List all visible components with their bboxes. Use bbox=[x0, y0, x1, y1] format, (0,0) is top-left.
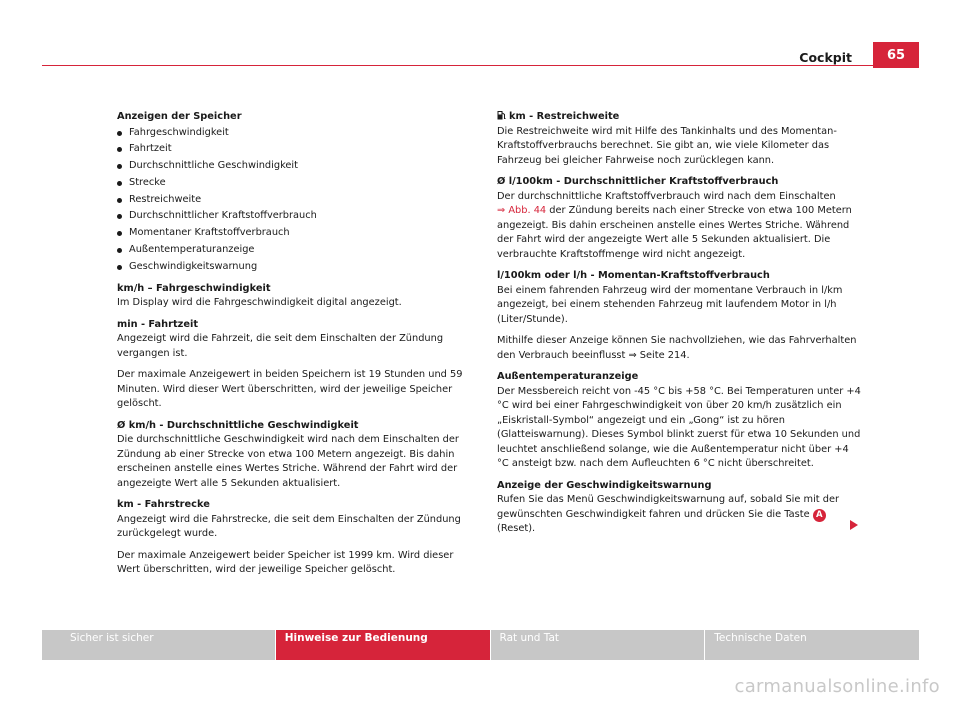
page-number: 65 bbox=[873, 42, 919, 68]
current-consumption-text: Bei einem fahrenden Fahrzeug wird der momentane Verbrauch in l/km angezeigt, bei einem stehenden Fahrzeug mit laufendem Motor in l/h (Liter/Stunde). bbox=[497, 284, 843, 325]
list-item: Fahrtzeit bbox=[117, 141, 467, 158]
footer-tab-technical[interactable]: Technische Daten bbox=[705, 630, 919, 660]
range-heading: km - Restreichweite bbox=[509, 111, 620, 122]
footer-tab-advice[interactable]: Rat und Tat bbox=[491, 630, 705, 660]
list-item: Strecke bbox=[117, 175, 467, 192]
right-column bbox=[497, 110, 862, 544]
avg-consumption-text-a: Der durchschnittliche Kraftstoffverbrauch wird nach dem Einschalten bbox=[497, 190, 836, 202]
fuel-pump-icon bbox=[497, 110, 506, 120]
list-item: Durchschnittliche Geschwindigkeit bbox=[117, 158, 467, 175]
kmh-text: Im Display wird die Fahrgeschwindigkeit digital angezeigt. bbox=[117, 297, 402, 309]
distance-max-text: Der maximale Anzeigewert beider Speicher ist 1999 km. Wird dieser Wert überschritten, wird der jeweilige Speicher gelöscht. bbox=[117, 549, 454, 576]
min-heading: min - Fahrtzeit bbox=[117, 318, 199, 330]
list-item: Geschwindigkeitswarnung bbox=[117, 259, 467, 276]
list-item: Restreichweite bbox=[117, 192, 467, 209]
temperature-heading: Außentemperaturanzeige bbox=[497, 371, 639, 382]
memory-list bbox=[117, 125, 467, 276]
speed-warning-text-b: (Reset). bbox=[497, 523, 536, 534]
temperature-text: Der Messbereich reicht von -45 °C bis +58 °C. Bei Temperaturen unter +4 °C wird bei einer Fahrgeschwindigkeit von über 20 km/h zusätzlich ein „Eiskristall-Symbol“ angezeigt und ein „Gong“ ist zu hören (Glatteiswarnung). Dieses Symbol blinkt zuerst für etwa 10 Sekunden und leuchtet anschließend solange, wie die Außentemperatur nicht über +4 °C ansteigt bzw. nach dem Aufleuchten 6 °C nicht überschreitet. bbox=[497, 385, 861, 469]
footer-tab-safety[interactable]: Sicher ist sicher bbox=[42, 630, 275, 660]
speed-warning-text bbox=[497, 493, 862, 537]
list-item: Durchschnittlicher Kraftstoffverbrauch bbox=[117, 208, 467, 225]
figure-link[interactable]: ⇒ Abb. 44 bbox=[497, 205, 547, 216]
footer-tab-operation[interactable]: Hinweise zur Bedienung bbox=[276, 630, 490, 660]
memory-heading: Anzeigen der Speicher bbox=[117, 111, 242, 122]
avg-consumption-text-b: der Zündung bereits nach einer Strecke von etwa 100 Metern angezeigt. Bis dahin erscheinen anstelle eines Wertes Striche. Während der Fahrt wird der angezeigte Wert alle 5 Sekunden aktualisiert. Die verbrauchte Kraftstoffmenge wird nicht angezeigt. bbox=[497, 205, 852, 260]
speed-warning-heading: Anzeige der Geschwindigkeitswarnung bbox=[497, 479, 712, 491]
avg-consumption-text bbox=[497, 190, 862, 263]
page-title: Cockpit bbox=[799, 50, 852, 65]
distance-heading: km - Fahrstrecke bbox=[117, 499, 210, 511]
header-rule bbox=[42, 65, 878, 66]
consumption-hint-text: Mithilfe dieser Anzeige können Sie nachvollziehen, wie das Fahrverhalten den Verbrauch beeinflusst ⇒ Seite 214. bbox=[497, 335, 857, 361]
list-item: Außentemperaturanzeige bbox=[117, 242, 467, 259]
key-a-badge: A bbox=[813, 509, 826, 522]
kmh-heading: km/h – Fahrgeschwindigkeit bbox=[117, 282, 271, 294]
footer-nav bbox=[42, 630, 919, 660]
min-max-text: Der maximale Anzeigewert in beiden Speichern ist 19 Stunden und 59 Minuten. Wird dieser Wert überschritten, wird der jeweilige Speicher gelöscht. bbox=[117, 369, 463, 410]
min-text: Angezeigt wird die Fahrzeit, die seit dem Einschalten der Zündung vergangen ist. bbox=[117, 333, 444, 359]
avg-speed-text: Die durchschnittliche Geschwindigkeit wird nach dem Einschalten der Zündung ab einer Strecke von etwa 100 Metern angezeigt. Bis dahin erscheinen anstelle eines Wertes Striche. Während der Fahrt wird der angezeigte Wert alle 5 Sekunden aktualisiert. bbox=[117, 434, 459, 489]
current-consumption-heading: l/100km oder l/h - Momentan-Kraftstoffverbrauch bbox=[497, 270, 770, 281]
avg-speed-heading: Ø km/h - Durchschnittliche Geschwindigkeit bbox=[117, 419, 359, 431]
left-column bbox=[117, 110, 467, 585]
watermark: carmanualsonline.info bbox=[734, 676, 940, 697]
avg-consumption-heading: Ø l/100km - Durchschnittlicher Kraftstoffverbrauch bbox=[497, 176, 779, 187]
range-text: Die Restreichweite wird mit Hilfe des Tankinhalts und des Momentan-Kraftstoffverbrauchs berechnet. Sie gibt an, wie viele Kilometer das Fahrzeug bei gleicher Fahrweise noch zurücklegen kann. bbox=[497, 125, 837, 166]
range-heading-row bbox=[497, 110, 862, 125]
continue-arrow-icon bbox=[850, 520, 858, 530]
distance-text: Angezeigt wird die Fahrstrecke, die seit dem Einschalten der Zündung zurückgelegt wurde. bbox=[117, 513, 461, 540]
list-item: Momentaner Kraftstoffverbrauch bbox=[117, 225, 467, 242]
speed-warning-text-a: Rufen Sie das Menü Geschwindigkeitswarnung auf, sobald Sie mit der gewünschten Geschwindigkeit fahren und drücken Sie die Taste bbox=[497, 494, 840, 520]
list-item: Fahrgeschwindigkeit bbox=[117, 125, 467, 142]
